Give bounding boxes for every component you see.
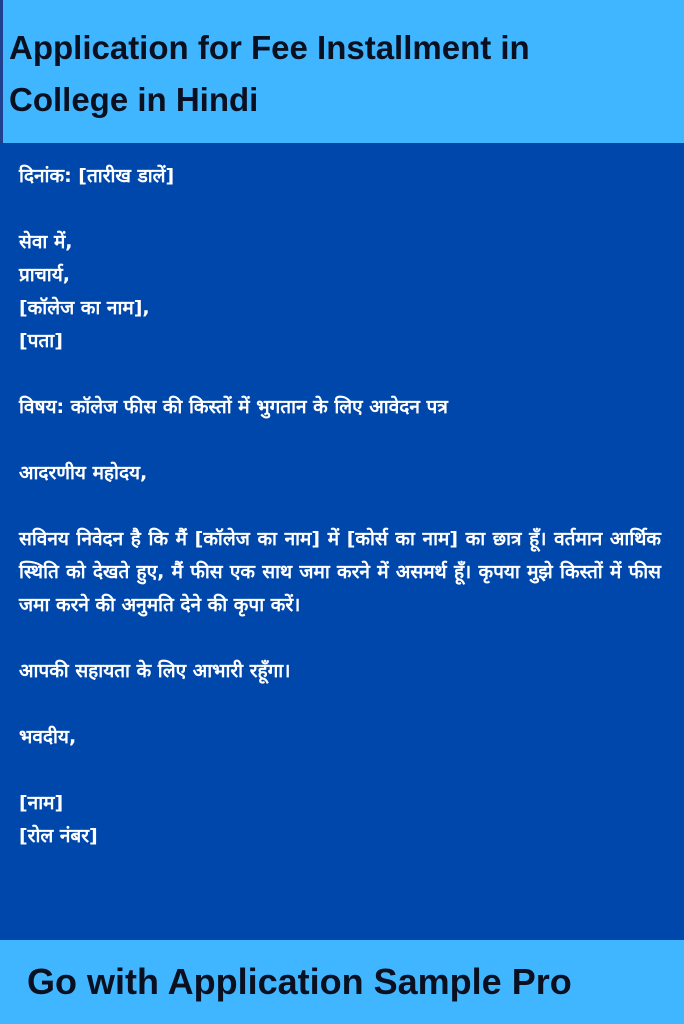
- spacer: [19, 622, 661, 655]
- spacer: [19, 193, 661, 226]
- name-line: [नाम]: [19, 792, 64, 814]
- subject-line: विषय: कॉलेज फीस की किस्तों में भुगतान के लिए आवेदन पत्र: [19, 396, 448, 418]
- to-line: सेवा में,: [19, 231, 73, 253]
- spacer: [19, 490, 661, 523]
- page-title: Application for Fee Installment in College in Hindi: [9, 29, 530, 118]
- letter-content: [19, 160, 661, 853]
- college-name-line: [कॉलेज का नाम],: [19, 297, 150, 319]
- letter-body: सविनय निवेदन है कि मैं [कॉलेज का नाम] में [कोर्स का नाम] का छात्र हूँ। वर्तमान आर्थिक स्थिति को देखते हुए, मैं फीस एक साथ जमा करने में असमर्थ हूँ। कृपया मुझे किस्तों में फीस जमा करने की अनुमति देने की कृपा करें।: [19, 528, 661, 616]
- header-banner: [0, 0, 684, 143]
- closing-line: भवदीय,: [19, 726, 77, 748]
- spacer: [19, 424, 661, 457]
- recipient-line: प्राचार्य,: [19, 264, 70, 286]
- salutation-line: आदरणीय महोदय,: [19, 462, 148, 484]
- footer-text: Go with Application Sample Pro: [27, 961, 572, 1002]
- spacer: [19, 688, 661, 721]
- thanks-line: आपकी सहायता के लिए आभारी रहूँगा।: [19, 660, 291, 682]
- spacer: [19, 754, 661, 787]
- address-line: [पता]: [19, 330, 63, 352]
- date-line: दिनांक: [तारीख डालें]: [19, 165, 175, 187]
- spacer: [19, 358, 661, 391]
- roll-number-line: [रोल नंबर]: [19, 825, 98, 847]
- footer-banner: [0, 940, 684, 1024]
